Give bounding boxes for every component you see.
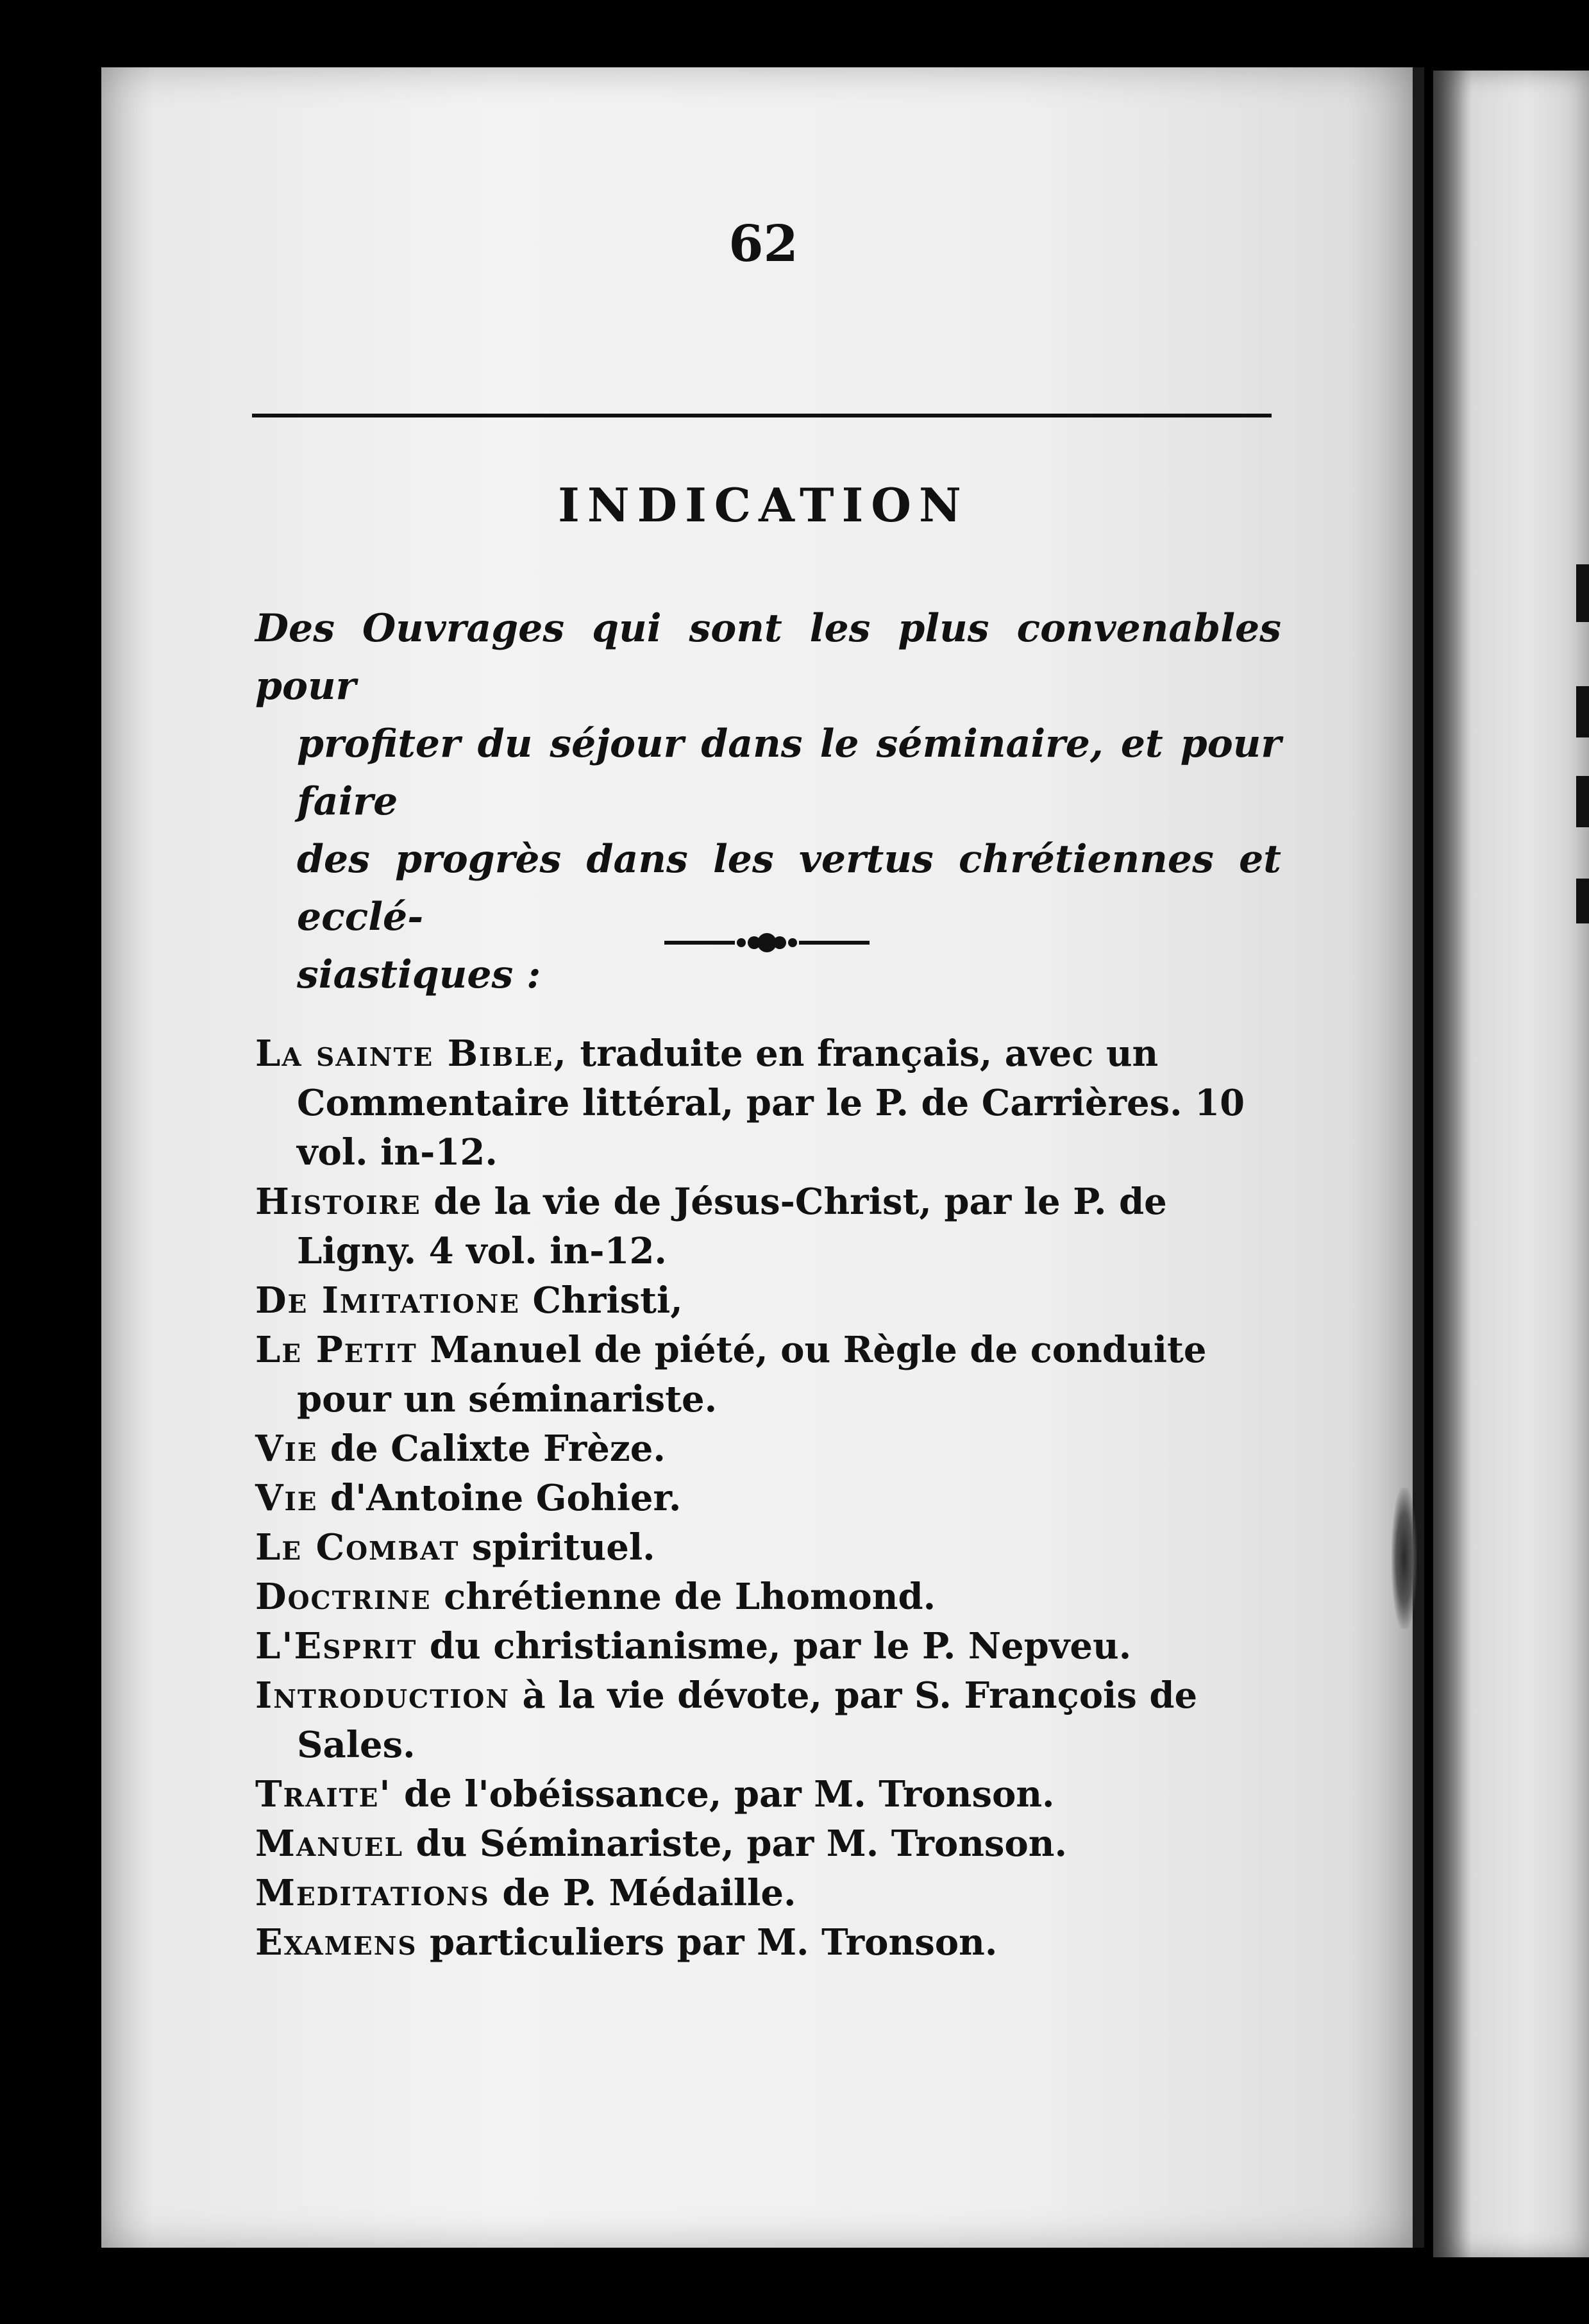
subtitle-line: des progrès dans les vertus chrétiennes et ecclé- <box>297 837 1281 939</box>
list-item-text: d'Antoine Gohier. <box>317 1477 682 1519</box>
cropped-letter-mark <box>1576 776 1589 827</box>
list-item-title: Le Combat <box>255 1526 460 1569</box>
list-item <box>255 1622 1281 1671</box>
list-item <box>255 1869 1281 1918</box>
book-list <box>255 1029 1281 1967</box>
cropped-letter-mark <box>1576 686 1589 737</box>
list-item-text: de Calixte Frèze. <box>317 1427 666 1470</box>
list-item <box>255 1671 1281 1770</box>
page-blemish <box>1391 1488 1417 1629</box>
list-item <box>255 1276 1281 1326</box>
list-item-title: Vie <box>255 1477 318 1519</box>
list-item-text: de P. Médaille. <box>489 1872 796 1914</box>
list-item-text: Manuel de piété, ou Règle de conduite pour un séminariste. <box>297 1329 1207 1420</box>
list-item-title: Histoire <box>255 1181 421 1223</box>
list-item-title: De Imitatione <box>255 1279 521 1322</box>
list-item-title: Introduction <box>255 1674 510 1717</box>
cropped-letter-mark <box>1576 879 1589 923</box>
horizontal-rule <box>252 414 1272 417</box>
list-item-text: du christianisme, par le P. Nepveu. <box>417 1625 1132 1667</box>
page-title: INDICATION <box>558 478 969 532</box>
list-item <box>255 1572 1281 1622</box>
list-item <box>255 1029 1281 1177</box>
list-item-title: Meditations <box>255 1872 490 1914</box>
list-item <box>255 1819 1281 1869</box>
list-item <box>255 1177 1281 1276</box>
list-item-title: La sainte Bible, <box>255 1032 568 1075</box>
scan-border-left <box>0 0 96 2324</box>
book-page <box>101 67 1424 2248</box>
list-item-text: particuliers par M. Tronson. <box>417 1921 998 1964</box>
list-item-text: Christi, <box>520 1279 683 1322</box>
list-item <box>255 1474 1281 1523</box>
subtitle-line: Des Ouvrages qui sont les plus convenables pour <box>255 606 1281 709</box>
list-item-text: traduite en français, avec un Commentaire littéral, par le P. de Carrières. 10 vol. in-12. <box>297 1032 1245 1174</box>
list-item-text: de l'obéissance, par M. Tronson. <box>391 1773 1055 1815</box>
facing-page <box>1433 71 1589 2257</box>
list-item-title: Le Petit <box>255 1329 417 1371</box>
list-item-text: du Séminariste, par M. Tronson. <box>403 1823 1067 1865</box>
list-item <box>255 1424 1281 1474</box>
page-number: 62 <box>728 215 798 273</box>
list-item-text: chrétienne de Lhomond. <box>431 1576 936 1618</box>
list-item-title: Doctrine <box>255 1576 432 1618</box>
list-item <box>255 1770 1281 1819</box>
subtitle-line: siastiques : <box>297 952 541 997</box>
list-item-text: à la vie dévote, par S. François de Sales. <box>297 1674 1198 1766</box>
subtitle-line: profiter du séjour dans le séminaire, et pour faire <box>297 721 1281 824</box>
list-item-title: Examens <box>255 1921 417 1964</box>
list-item <box>255 1326 1281 1424</box>
gutter-shadow <box>1433 71 1472 2257</box>
list-item-title: L'Esprit <box>255 1625 417 1667</box>
list-item-title: Manuel <box>255 1823 404 1865</box>
ornament-rule-icon <box>101 930 1413 958</box>
list-item-title: Traite' <box>255 1773 392 1815</box>
list-item-text: spirituel. <box>459 1526 655 1569</box>
list-item-text: de la vie de Jésus-Christ, par le P. de Ligny. 4 vol. in-12. <box>297 1181 1167 1272</box>
list-item-title: Vie <box>255 1427 318 1470</box>
list-item <box>255 1918 1281 1967</box>
cropped-letter-mark <box>1576 564 1589 622</box>
list-item <box>255 1523 1281 1572</box>
